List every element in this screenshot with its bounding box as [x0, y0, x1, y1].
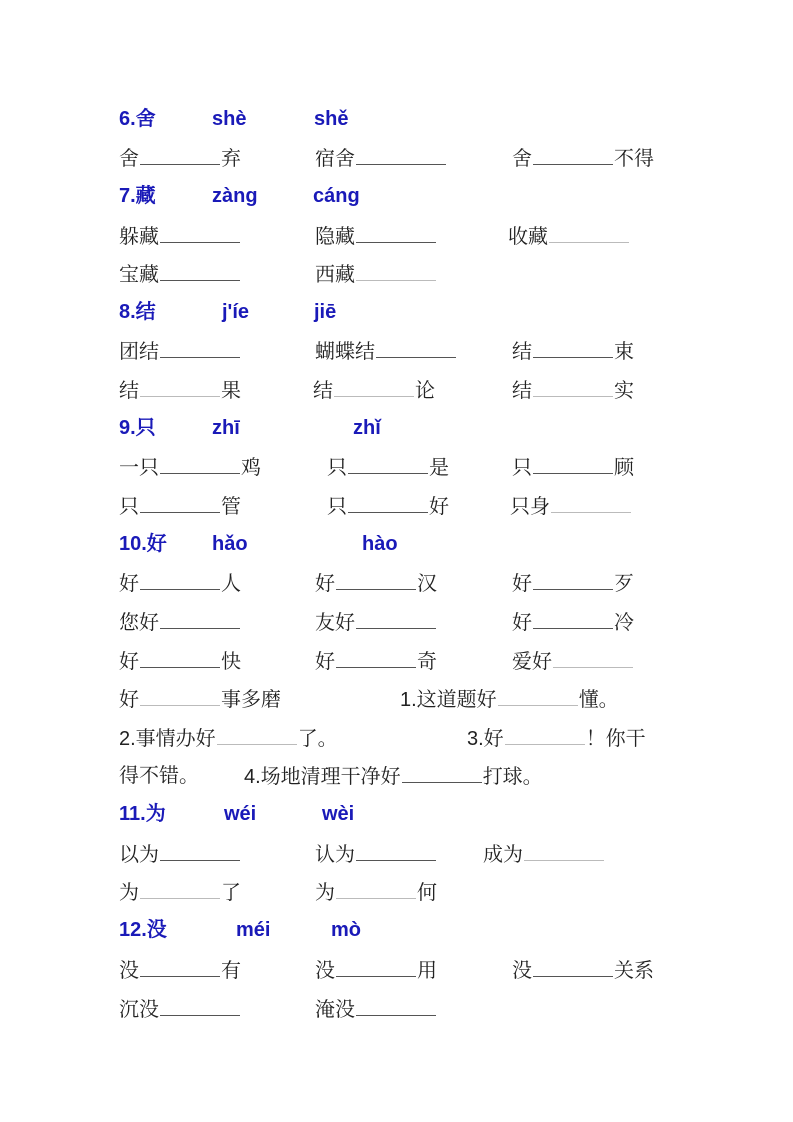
fill-item: 好 奇 — [315, 645, 437, 676]
section-11-heading — [0, 799, 793, 829]
fill-item: 结 束 — [512, 335, 634, 366]
pinyin-1: j'íe — [222, 301, 249, 323]
section-10-heading — [0, 529, 793, 559]
answer-blank[interactable] — [140, 954, 220, 977]
fill-item: 结 实 — [512, 374, 634, 405]
sentence-3-continued: 得不错。 — [119, 763, 199, 787]
answer-blank[interactable] — [549, 220, 629, 243]
section-12-heading — [0, 915, 793, 945]
section-8-row-2 — [0, 374, 793, 404]
fill-item: 宝藏 — [119, 258, 241, 289]
answer-blank[interactable] — [533, 335, 613, 358]
answer-blank[interactable] — [356, 838, 436, 861]
answer-blank[interactable] — [356, 258, 436, 281]
answer-blank[interactable] — [160, 220, 240, 243]
pinyin-2: shě — [314, 108, 349, 130]
section-12-row-1 — [0, 954, 793, 984]
fill-item: 爱好 — [512, 645, 634, 676]
fill-item: 舍 不得 — [512, 142, 654, 173]
fill-item: 宿舍 — [315, 142, 447, 173]
pinyin-2: cáng — [313, 185, 360, 207]
fill-item: 蝴蝶结 — [315, 335, 457, 366]
fill-item: 团结 — [119, 335, 241, 366]
fill-item: 成为 — [483, 838, 605, 869]
section-11-row-2 — [0, 876, 793, 906]
fill-item: 结 果 — [119, 374, 241, 405]
answer-blank[interactable] — [498, 683, 578, 706]
answer-blank[interactable] — [160, 993, 240, 1016]
fill-item: 为 何 — [315, 876, 437, 907]
fill-item: 好 快 — [119, 645, 241, 676]
heading-label: 10.好 — [119, 533, 167, 555]
fill-item: 没 关系 — [512, 954, 654, 985]
answer-blank[interactable] — [348, 451, 428, 474]
answer-blank[interactable] — [334, 374, 414, 397]
heading-label: 9.只 — [119, 417, 156, 439]
heading-label: 12.没 — [119, 919, 167, 941]
answer-blank[interactable] — [160, 335, 240, 358]
answer-blank[interactable] — [533, 451, 613, 474]
answer-blank[interactable] — [376, 335, 456, 358]
answer-blank[interactable] — [533, 142, 613, 165]
fill-item: 友好 — [315, 606, 437, 637]
section-7-heading — [0, 181, 793, 211]
fill-item: 只 好 — [327, 490, 449, 521]
answer-blank[interactable] — [140, 490, 220, 513]
heading-label: 6.舍 — [119, 108, 156, 130]
answer-blank[interactable] — [551, 490, 631, 513]
section-11-row-1 — [0, 838, 793, 868]
answer-blank[interactable] — [533, 374, 613, 397]
fill-item: 只 顾 — [512, 451, 634, 482]
answer-blank[interactable] — [533, 567, 613, 590]
section-12-row-2 — [0, 993, 793, 1023]
pinyin-2: jiē — [314, 301, 337, 323]
fill-item: 好 汉 — [315, 567, 437, 598]
section-6-heading — [0, 104, 793, 134]
answer-blank[interactable] — [356, 993, 436, 1016]
fill-item: 没 用 — [315, 954, 437, 985]
fill-item: 好 冷 — [512, 606, 634, 637]
pinyin-1: wéi — [224, 803, 257, 825]
answer-blank[interactable] — [348, 490, 428, 513]
answer-blank[interactable] — [140, 876, 220, 899]
pinyin-2: hào — [362, 533, 398, 555]
answer-blank[interactable] — [533, 606, 613, 629]
fill-item: 没 有 — [119, 954, 241, 985]
fill-item: 一只 鸡 — [119, 451, 261, 482]
section-10-sentence-line-3 — [0, 760, 793, 790]
fill-item: 只 管 — [119, 490, 241, 521]
heading-label: 8.结 — [119, 301, 156, 323]
sentence-4: 4.场地清理干净好 打球。 — [244, 760, 543, 792]
pinyin-1: méi — [236, 919, 271, 941]
pinyin-2: wèi — [322, 803, 355, 825]
fill-item: 舍 弃 — [119, 142, 241, 173]
answer-blank[interactable] — [505, 722, 585, 745]
fill-item: 只身 — [510, 490, 632, 521]
section-8-row-1 — [0, 335, 793, 365]
sentence-3: 3.好 ！你干 — [467, 722, 646, 754]
answer-blank[interactable] — [336, 567, 416, 590]
fill-item: 只 是 — [327, 451, 449, 482]
section-10-sentence-line-1 — [0, 683, 793, 713]
section-10-row-1 — [0, 567, 793, 597]
fill-item: 沉没 — [119, 993, 241, 1024]
answer-blank[interactable] — [356, 142, 446, 165]
pinyin-2: zhǐ — [353, 417, 381, 439]
section-8-heading — [0, 297, 793, 327]
fill-item: 认为 — [315, 838, 437, 869]
fill-item: 西藏 — [315, 258, 437, 289]
section-9-heading — [0, 413, 793, 443]
pinyin-1: hǎo — [212, 533, 248, 555]
answer-blank[interactable] — [160, 606, 240, 629]
pinyin-2: mò — [331, 919, 361, 941]
section-10-row-3 — [0, 645, 793, 675]
section-10-row-2 — [0, 606, 793, 636]
fill-item: 好 事多磨 — [119, 683, 281, 714]
sentence-2: 2.事情办好 了。 — [119, 722, 338, 754]
fill-item: 收藏 — [508, 220, 630, 251]
fill-item: 为 了 — [119, 876, 241, 907]
answer-blank[interactable] — [140, 645, 220, 668]
heading-label: 7.藏 — [119, 185, 156, 207]
fill-item: 好 人 — [119, 567, 241, 598]
pinyin-1: zhī — [212, 417, 240, 439]
pinyin-1: shè — [212, 108, 247, 130]
section-7-row-2 — [0, 258, 793, 288]
answer-blank[interactable] — [553, 645, 633, 668]
fill-item: 结 论 — [313, 374, 435, 405]
answer-blank[interactable] — [524, 838, 604, 861]
pinyin-1: zàng — [212, 185, 258, 207]
section-9-row-2 — [0, 490, 793, 520]
answer-blank[interactable] — [336, 876, 416, 899]
answer-blank[interactable] — [160, 258, 240, 281]
answer-blank[interactable] — [533, 954, 613, 977]
sentence-1: 1.这道题好 懂。 — [400, 683, 619, 715]
answer-blank[interactable] — [140, 567, 220, 590]
answer-blank[interactable] — [140, 374, 220, 397]
fill-item: 以为 — [119, 838, 241, 869]
answer-blank[interactable] — [336, 954, 416, 977]
section-6-row-1 — [0, 142, 793, 172]
answer-blank[interactable] — [336, 645, 416, 668]
fill-item: 淹没 — [315, 993, 437, 1024]
section-7-row-1 — [0, 220, 793, 250]
answer-blank[interactable] — [356, 220, 436, 243]
answer-blank[interactable] — [356, 606, 436, 629]
heading-label: 11.为 — [119, 803, 166, 825]
section-9-row-1 — [0, 451, 793, 481]
fill-item: 您好 — [119, 606, 241, 637]
answer-blank[interactable] — [402, 760, 482, 783]
answer-blank[interactable] — [217, 722, 297, 745]
answer-blank[interactable] — [140, 683, 220, 706]
answer-blank[interactable] — [160, 451, 240, 474]
fill-item: 躲藏 — [119, 220, 241, 251]
section-10-sentence-line-2 — [0, 722, 793, 752]
answer-blank[interactable] — [140, 142, 220, 165]
fill-item: 隐藏 — [315, 220, 437, 251]
answer-blank[interactable] — [160, 838, 240, 861]
fill-item: 好 歹 — [512, 567, 634, 598]
